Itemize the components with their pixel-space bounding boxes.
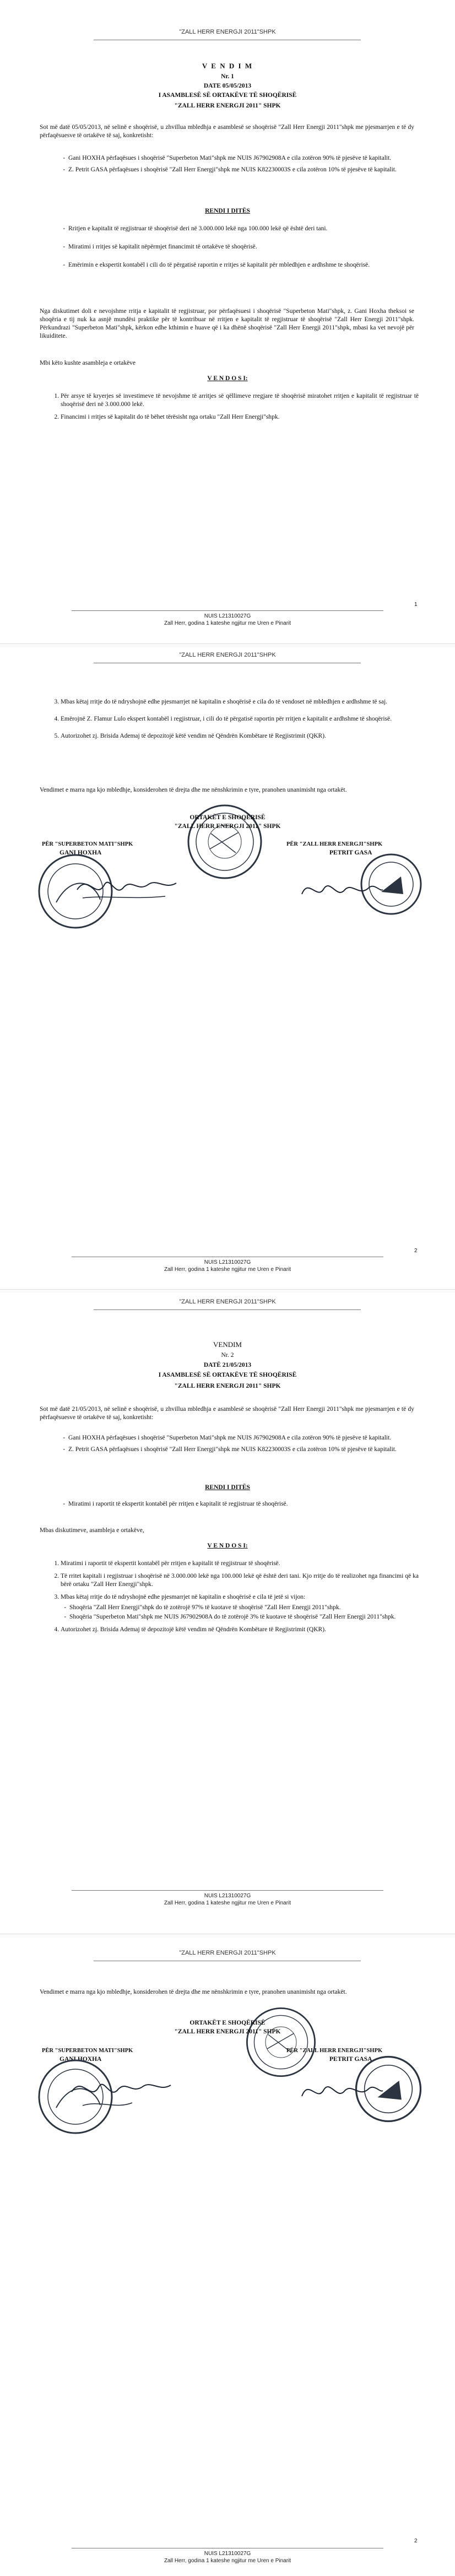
- agenda-list: [59, 225, 404, 269]
- page-separator: [0, 1934, 455, 1938]
- decision-item: 5. Autorizohet zj. Brisida Ademaj të depozitojë këtë vendim në Qëndrën Kombëtare të Regjistrimit (QKR).: [61, 732, 419, 740]
- page-3: [0, 1293, 455, 1934]
- decision-item: 4. Autorizohet zj. Brisida Ademaj të depozitojë këtë vendim në Qëndrën Kombëtare të Regjistrimit (QKR).: [61, 1626, 419, 1634]
- share-item: - Shoqëria "Superbeton Mati"shpk me NUIS J67902908A do të zotërojë 3% të kuotave të shoqërisë "Zall Herr Energji 2011"shpk.: [69, 1613, 419, 1621]
- closing-paragraph: Vendimet e marra nga kjo mbledhje, konsiderohen të drejta dhe me nënshkrimin e tyre, pranohen unanimisht nga ortakët.: [40, 787, 347, 793]
- decision-item: 1. Për arsye të kryerjes së investimeve të nevojshme të arritjes së qëllimeve rregjare të shoqërisë miratohet rritjen e kapitalit të regjistruar të shoqërisë deri në 3.000.000 lekë.: [61, 392, 419, 409]
- decisions-list: [51, 1560, 419, 1638]
- signature-company: "ZALL HERR ENERGJI 2011" SHPK: [174, 823, 281, 830]
- header-rule: [94, 1309, 361, 1310]
- page-header: "ZALL HERR ENERGJI 2011"SHPK: [179, 1950, 276, 1956]
- participant-item: - Gani HOXHA përfaqësues i shoqërisë "Superbeton Mati"shpk me NUIS J67902908A e cila zotëron 90% të pjesëve të kapitalit.: [68, 1434, 404, 1442]
- decision-date: DATE 05/05/2013: [203, 83, 252, 89]
- footer-rule: [72, 610, 383, 611]
- participant-item: - Z. Petrit GASA përfaqësues i shoqërisë "Zall Herr Energji"shpk me NUIS K82230003S e cila zotëron 10% të pjesëve të kapitalit.: [68, 166, 404, 174]
- participants-list: [59, 1434, 404, 1457]
- signer-right-name: PETRIT GASA: [329, 849, 372, 856]
- assembly-title: I ASAMBLESË SË ORTAKËVE TË SHOQËRISË: [158, 92, 297, 99]
- page-2: [0, 647, 455, 1289]
- intro-paragraph: Sot më datë 21/05/2013, në selinë e shoqërisë, u zhvillua mbledhja e asamblesë se shoqërisë "Zall Herr Energji 2011"shpk me pjesmarrjen e të dy përfaqësuesve të ortakëve të saj, konkretisht:: [40, 1406, 414, 1421]
- decisions-list-continued: [51, 698, 419, 745]
- decision-item: 4. Emërojnë Z. Flamur Lulo ekspert kontabël i regjistruar, i cili do të përgatisë raportin për rritjen e kapitalit e ardhshme të shoqërisë.: [61, 715, 419, 723]
- participants-list: [59, 154, 404, 177]
- company-title: "ZALL HERR ENERGJI 2011" SHPK: [174, 1383, 281, 1389]
- page-number: 1: [414, 602, 418, 608]
- signer-left-org: PËR "SUPERBETON MATI"SHPK: [42, 841, 133, 847]
- decision-item: 3. Mbas këtaj rritje do të ndryshojnë edhe pjesmarrjet në kapitalin e shoqërisë e cila do të vendoset në mbledhjen e ardhshme të saj.: [61, 698, 419, 706]
- decision-item: 1. Miratimi i raportit të ekspertit kontabël për rritjen e kapitalit të regjistruar të shoqërisë.: [61, 1560, 419, 1568]
- vendosi-title: V E N D O S I:: [207, 1543, 248, 1549]
- participant-item: - Z. Petrit GASA përfaqësues i shoqërisë "Zall Herr Energji"shpk me NUIS K82230003S e cila zotëron 10% të pjesëve të kapitalit.: [68, 1446, 404, 1454]
- signer-left-name: GANI HOXHA: [59, 2056, 102, 2063]
- signer-left-name: GANI HOXHA: [59, 849, 102, 856]
- signer-right-org: PËR "ZALL HERR ENERGJI"SHPK: [286, 2048, 383, 2054]
- decision-item: [61, 1593, 419, 1621]
- signature-petrit-gasa: [297, 2073, 386, 2112]
- decision-title: VENDIM: [213, 1340, 242, 1349]
- agenda-item: - Miratimi i rritjes së kapitalit nëpërmjet financimit të ortakëve të shoqërisë.: [68, 243, 404, 251]
- decision-text: Mbas këtaj rritje do të ndryshojnë edhe pjesmarrjet në kapitalin e shoqërisë e cila të jetë si vijon:: [61, 1594, 306, 1600]
- page-separator: [0, 643, 455, 647]
- page-1: [0, 0, 455, 643]
- footer-nuis: NUIS L21310027G: [204, 613, 251, 619]
- footer-nuis: NUIS L21310027G: [204, 1893, 251, 1899]
- decision-date: DATË 21/05/2013: [203, 1362, 252, 1368]
- page-header: "ZALL HERR ENERGJI 2011"SHPK: [179, 652, 276, 658]
- signature-title: ORTAKËT E SHOQËRISË: [189, 2020, 266, 2026]
- signature-title: ORTAKËT E SHOQËRISË: [189, 814, 266, 821]
- signature-gani-hoxha: [72, 868, 182, 906]
- shares-list: [61, 1604, 419, 1621]
- footer-address: Zall Herr, godina 1 kateshe ngjitur me Uren e Pinarit: [164, 1267, 291, 1273]
- decisions-list: [51, 392, 419, 426]
- participant-item: - Gani HOXHA përfaqësues i shoqërisë "Superbeton Mati"shpk me NUIS J67902908A e cila zotëron 90% të pjesëve të kapitalit.: [68, 154, 404, 163]
- page-header: "ZALL HERR ENERGJI 2011"SHPK: [179, 1298, 276, 1305]
- page-4: [0, 1938, 455, 2576]
- agenda-list: [59, 1500, 404, 1508]
- footer-rule: [72, 1890, 383, 1891]
- closing-paragraph: Vendimet e marra nga kjo mbledhje, konsiderohen të drejta dhe me nënshkrimin e tyre, pranohen unanimisht nga ortakët.: [40, 1989, 347, 1995]
- page-header: "ZALL HERR ENERGJI 2011"SHPK: [179, 29, 276, 35]
- decision-title: V E N D I M: [202, 62, 253, 70]
- company-stamp-top: [183, 800, 266, 883]
- share-item: - Shoqëria "Zall Herr Energji"shpk do të zotërojë 97% të kuotave të shoqërisë "Zall Herr Energji 2011"shpk.: [69, 1604, 419, 1612]
- signature-gani-hoxha: [66, 2070, 176, 2114]
- signer-right-name: PETRIT GASA: [329, 2056, 372, 2063]
- page-separator: [0, 1289, 455, 1293]
- after-line: Mbas diskutimeve, asambleja e ortakëve,: [40, 1527, 144, 1534]
- signature-company: "ZALL HERR ENERGJI 2011" SHPK: [174, 2028, 281, 2035]
- footer-address: Zall Herr, godina 1 kateshe ngjitur me Uren e Pinarit: [164, 2558, 291, 2564]
- agenda-item: - Miratimi i raportit të ekspertit kontabël për rritjen e kapitalit të regjistruar të shoqërisë.: [68, 1500, 404, 1508]
- agenda-item: - Emërimin e ekspertit kontabël i cili do të përgatisë raportin e rritjes së kapitalit për mbledhjen e ardhshme te shoqërisë.: [68, 261, 404, 269]
- after-line: Mbi këto kushte asambleja e ortakëve: [40, 360, 136, 366]
- decision-item: 2. Financimi i rritjes së kapitalit do të bëhet tërësisht nga ortaku "Zall Herr Energji"shpk.: [61, 413, 419, 421]
- signer-right-org: PËR "ZALL HERR ENERGJI"SHPK: [286, 841, 383, 847]
- footer-nuis: NUIS L21310027G: [204, 1259, 251, 1265]
- page-number: 2: [414, 2538, 418, 2544]
- signature-petrit-gasa: [297, 873, 386, 906]
- vendosi-title: V E N D O S I:: [207, 375, 248, 382]
- decision-number: Nr. 1: [221, 73, 234, 80]
- agenda-title: RENDI I DITËS: [205, 1484, 250, 1491]
- signer-left-org: PËR "SUPERBETON MATI"SHPK: [42, 2048, 133, 2054]
- agenda-item: - Rritjen e kapitalit të regjistruar të shoqërisë deri në 3.000.000 lekë nga 100.000 lekë që është deri tani.: [68, 225, 404, 233]
- intro-paragraph: Sot më datë 05/05/2013, në selinë e shoqërisë, u zhvillua mbledhja e asamblesë se shoqërisë "Zall Herr Energji 2011"shpk me pjesmarrjen e të dy përfaqësuesve të ortakëve të saj, konkretisht:: [40, 124, 414, 139]
- assembly-title: I ASAMBLESË SË ORTAKËVE TË SHOQËRISË: [158, 1372, 297, 1378]
- footer-address: Zall Herr, godina 1 kateshe ngjitur me Uren e Pinarit: [164, 620, 291, 626]
- decision-item: 2. Të rritet kapitali i regjistruar i shoqërisë në 3.000.000 lekë nga 100.000 lekë që është deri tani. Kjo rritje do të realizohet nga financimi që ka bërë ortaku "Zall Herr Energji"shpk.: [61, 1572, 419, 1589]
- company-stamp-top: [242, 2004, 319, 2081]
- footer-nuis: NUIS L21310027G: [204, 2551, 251, 2557]
- page-number: 2: [414, 1248, 418, 1254]
- footer-address: Zall Herr, godina 1 kateshe ngjitur me Uren e Pinarit: [164, 1900, 291, 1906]
- company-title: "ZALL HERR ENERGJI 2011" SHPK: [174, 102, 281, 109]
- decision-number: Nr. 2: [221, 1352, 234, 1359]
- agenda-title: RENDI I DITËS: [205, 208, 250, 214]
- discussion-paragraph: Nga diskutimet doli e nevojshme rritja e kapitalit të regjistruar, por përfaqësuesi i shoqërisë "Superbeton Mati"shpk, z. Gani Hoxha theksoi se shoqëria e tij nuk ka asnjë mundësi praktike për të kontribuar në rritjen e kapitalit të regjistruar të shoqërisë "Zall Herr Energji 2011"shpk. Përkundrazi "Superbeton Mati"shpk, kërkon edhe kthimin e huave që i ka dhënë shoqërisë "Zall Herr Energji 2011"shpk, mbasi ka vet nevojë për likuiditete.: [40, 308, 414, 339]
